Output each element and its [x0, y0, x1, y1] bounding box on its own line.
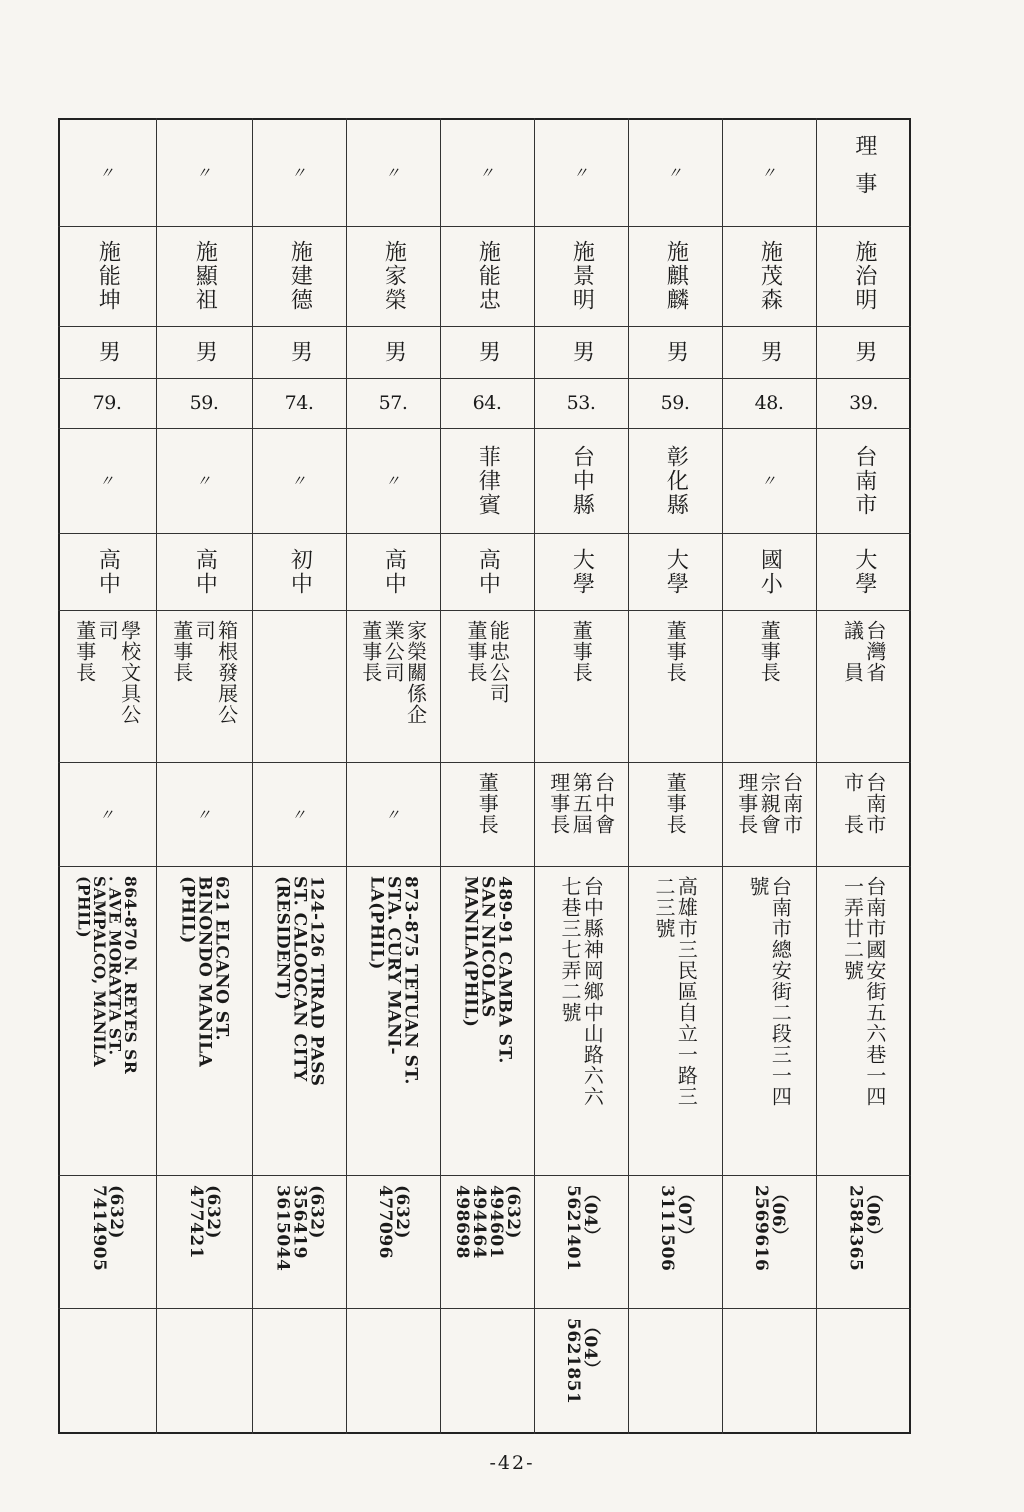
occupation-cell: 台灣省 議 員: [840, 620, 887, 683]
sex-cell: 男: [192, 340, 218, 364]
sex-cell: 男: [757, 340, 783, 364]
occupation-cell: 董事長: [757, 620, 782, 683]
address-cell: 高雄市三民區自立一路三 二三號: [652, 876, 699, 1107]
sex-cell: 男: [851, 340, 877, 364]
phone-cell: （07） 3111506: [657, 1185, 694, 1272]
phone-cell: (632) 477096: [375, 1185, 412, 1259]
age-cell: 64.: [472, 392, 502, 414]
record-column: [58, 118, 156, 1434]
name-cell: 施能忠: [475, 240, 501, 312]
record-column: [156, 118, 252, 1434]
occupation-cell: 家榮關係企 業公司 董事長: [358, 620, 428, 725]
title-cell: 〃: [572, 163, 589, 182]
origin-cell: 〃: [98, 472, 115, 490]
title-cell: 〃: [478, 163, 495, 182]
society-position-cell: 台中會 第五屆 理事長: [546, 772, 616, 835]
education-cell: 大學: [851, 547, 877, 596]
phone-cell: (632) 477421: [186, 1185, 223, 1259]
name-cell: 施茂森: [757, 240, 783, 312]
sex-cell: 男: [663, 340, 689, 364]
society-position-cell: 台南市 市 長: [840, 772, 887, 835]
occupation-cell: 箱根發展公 司 董事長: [169, 620, 239, 725]
phone-cell: (632) 7414905: [89, 1185, 126, 1272]
origin-cell: 〃: [290, 472, 307, 490]
name-cell: 施顯祖: [192, 240, 218, 312]
name-cell: 施景明: [569, 240, 595, 312]
name-cell: 施建德: [287, 240, 313, 312]
title-cell: 〃: [290, 163, 307, 182]
phone-cell: （06） 2569616: [751, 1185, 788, 1272]
phone-cell: (632) 356419 3615044: [272, 1185, 327, 1272]
age-cell: 39.: [849, 392, 878, 414]
age-cell: 59.: [189, 392, 219, 414]
record-column: [816, 118, 911, 1434]
name-cell: 施能坤: [95, 240, 121, 312]
age-cell: 74.: [284, 392, 314, 414]
origin-cell: 台中縣: [569, 444, 595, 517]
origin-cell: 彰化縣: [663, 444, 689, 517]
origin-cell: 〃: [384, 472, 401, 490]
record-column: [346, 118, 440, 1434]
address-cell: 621 ELCANO ST. BINONDO MANILA (PHIL): [177, 876, 232, 1068]
origin-cell: 〃: [760, 472, 777, 490]
record-column: [440, 118, 534, 1434]
society-position-cell: 董事長: [475, 772, 500, 835]
education-cell: 大學: [663, 547, 689, 596]
origin-cell: 菲律賓: [475, 444, 501, 517]
title-cell: 〃: [760, 163, 777, 182]
record-column: [628, 118, 722, 1434]
name-cell: 施治明: [851, 240, 877, 312]
address-cell: 台南市總安街二段三一四 號: [746, 876, 793, 1107]
society-position-cell: 台南市 宗親會 理事長: [734, 772, 804, 835]
title-cell: 〃: [384, 163, 401, 182]
education-cell: 高中: [381, 547, 407, 596]
address-cell: 489-91 CAMBA ST. SAN NICOLAS MANILA(PHIL): [460, 876, 515, 1064]
page-number: -42-: [489, 1452, 535, 1474]
education-cell: 大學: [569, 547, 595, 596]
name-cell: 施家榮: [381, 240, 407, 312]
education-cell: 初中: [287, 547, 313, 596]
phone-cell: （06） 2584365: [845, 1185, 883, 1272]
education-cell: 高中: [95, 547, 121, 596]
record-column: [534, 118, 628, 1434]
occupation-cell: 學校文具公 司 董事長: [72, 620, 142, 725]
address-cell: 873-875 TETUAN ST. STA. CURY MANI- LA(PHIL): [366, 876, 421, 1085]
record-column: [252, 118, 346, 1434]
sex-cell: 男: [287, 340, 313, 364]
record-column: [722, 118, 816, 1434]
sex-cell: 男: [95, 340, 121, 364]
phone-cell: (632) 494601 494464 498698: [452, 1185, 523, 1259]
sex-cell: 男: [569, 340, 595, 364]
education-cell: 高中: [192, 547, 218, 596]
society-position-cell: 董事長: [663, 772, 688, 835]
age-cell: 48.: [754, 392, 784, 414]
phone-cell: （04） 5621401: [563, 1185, 600, 1272]
title-cell: 〃: [666, 163, 683, 182]
address-cell: 124-126 TIRAD PASS ST. CALOOCAN CITY (RESIDENT): [272, 876, 327, 1087]
address-cell: 台南市國安街五六巷一四 一弄廿二號: [840, 876, 887, 1107]
extra-phone-cell: （04） 5621851: [563, 1318, 600, 1405]
title-cell: 〃: [98, 163, 115, 182]
sex-cell: 男: [381, 340, 407, 364]
age-cell: 79.: [92, 392, 122, 414]
society-position-cell: 〃: [384, 805, 401, 824]
title-cell: 〃: [195, 163, 212, 182]
age-cell: 53.: [566, 392, 596, 414]
society-position-cell: 〃: [98, 805, 115, 824]
education-cell: 國小: [757, 547, 783, 596]
age-cell: 59.: [660, 392, 690, 414]
origin-cell: 台南市: [851, 444, 877, 517]
title-cell: 理事: [851, 134, 877, 210]
education-cell: 高中: [475, 547, 501, 596]
occupation-cell: 董事長: [663, 620, 688, 683]
society-position-cell: 〃: [290, 805, 307, 824]
origin-cell: 〃: [195, 472, 212, 490]
sex-cell: 男: [475, 340, 501, 364]
age-cell: 57.: [378, 392, 408, 414]
society-position-cell: 〃: [195, 805, 212, 824]
occupation-cell: 董事長: [569, 620, 594, 683]
occupation-cell: 能忠公司 董事長: [464, 620, 511, 704]
address-cell: 台中縣神岡鄉中山路六六 七巷三七弄二號: [558, 876, 605, 1107]
name-cell: 施麒麟: [663, 240, 689, 312]
address-cell: 864-870 N. REYES SR . AVE MORAYTA ST. SAMPALCO, MANILA (PHIL): [74, 876, 140, 1075]
